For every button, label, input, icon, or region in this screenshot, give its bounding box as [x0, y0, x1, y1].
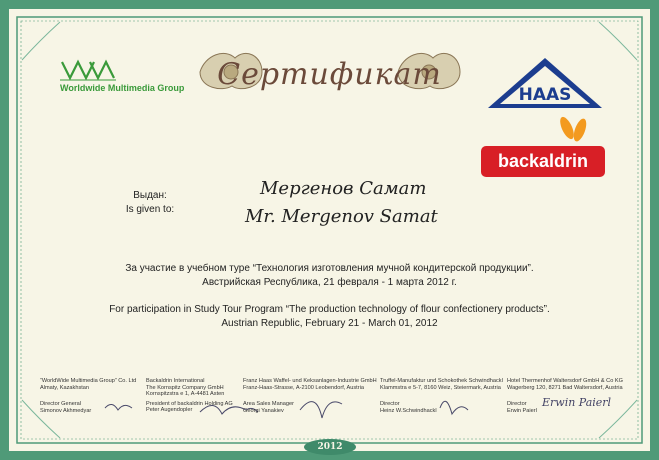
- participation-text-en: For participation in Study Tour Program “The production technology of flour confectionery products”.: [109, 304, 550, 315]
- signatory-person: Heinz W.Schwindhackl: [380, 407, 437, 414]
- year-label: 2012: [317, 442, 343, 452]
- signatory-role: Area Sales Manager: [243, 401, 294, 408]
- signatory-person: Georgi Yanakiev: [243, 407, 284, 414]
- signatory-address: Almaty, Kazakhstan: [40, 384, 90, 391]
- signatory-role: President of backaldrin Holding AG: [146, 400, 233, 407]
- recipient-name-ru: Мергенов Самат: [260, 178, 427, 199]
- signatory-block: [243, 378, 377, 414]
- signatory-org: “WorldWide Multimedia Group” Co. Ltd: [40, 378, 137, 384]
- signatory-address: Klammstra e 5-7, 8160 Weiz, Steiermark, Austria: [380, 384, 501, 391]
- backaldrin-logo: backaldrin: [481, 146, 605, 177]
- signatory-person: Simonov Akhmedyar: [40, 407, 92, 414]
- signatory-org: Franz Haas Waffel- und Keksanlagen-Industrie GmbH: [243, 378, 377, 384]
- date-text-ru: Австрийская Республика, 21 февраля - 1 марта 2012 г.: [202, 277, 457, 288]
- signatory-address: Kornspitzstra e 1, A-4481 Asten: [146, 391, 225, 398]
- svg-text:HAAS: HAAS: [518, 85, 572, 105]
- signatory-org: Backaldrin International: [146, 378, 205, 384]
- signatory-block: [146, 378, 233, 414]
- signatory-role: Director: [380, 401, 400, 408]
- issued-label-ru: Выдан:: [133, 190, 167, 201]
- date-text-en: Austrian Republic, February 21 - March 01, 2012: [221, 318, 438, 329]
- issued-label-en: Is given to:: [125, 204, 175, 215]
- recipient-name-en: Mr. Mergenov Samat: [245, 206, 438, 227]
- signatory-block: [380, 378, 503, 414]
- signatory-role: Director: [507, 401, 527, 408]
- participation-text-ru: За участие в учебном туре “Технология изготовления мучной кондитерской продукции”.: [125, 263, 534, 274]
- certificate-title: Сертификат: [217, 57, 442, 92]
- signatory-address: Wagerberg 120, 8271 Bad Waltersdorf, Austria: [507, 384, 623, 391]
- signatory-org: Truffel-Manufaktur und Schokothek Schwindhackl: [380, 378, 503, 384]
- signatory-person: Erwin Paierl: [507, 407, 537, 414]
- signatory-role: Director General: [40, 401, 82, 408]
- signatory-company: The Kornspitz Company GmbH: [146, 384, 224, 391]
- signatory-person: Peter Augendopler: [146, 407, 193, 414]
- signatory-block: [40, 378, 136, 414]
- signatory-org: Hotel Thermenhof Waltersdorf GmbH & Co KG: [507, 378, 623, 384]
- signatory-address: Franz-Haas-Strasse, A-2100 Leobendorf, Austria: [243, 384, 364, 391]
- handwritten-signature: Erwin Paierl: [542, 396, 612, 409]
- organizer-name: Worldwide Multimedia Group: [60, 83, 185, 93]
